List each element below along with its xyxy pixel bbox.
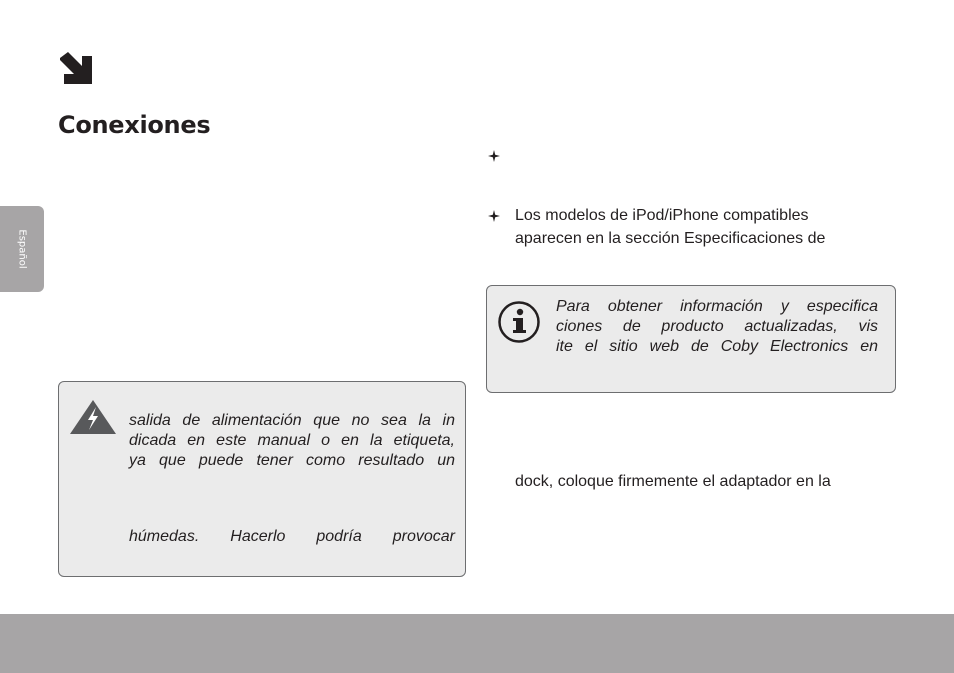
warning-text-line-3: ya que puede tener como resultado un xyxy=(129,452,455,469)
info-text-line-3: ite el sitio web de Coby Electronics en xyxy=(556,338,878,355)
page-title: Conexiones xyxy=(58,111,211,139)
info-text-line-1: Para obtener información y especifica xyxy=(556,298,878,315)
bullet-star-icon-1 xyxy=(488,150,500,162)
warning-text-line-2: dicada en este manual o en la etiqueta, xyxy=(129,432,455,449)
warning-text-line-1: salida de alimentación que no sea la in xyxy=(129,412,455,429)
dock-text-line: dock, coloque firmemente el adaptador en la xyxy=(515,473,831,490)
warning-lightning-icon xyxy=(69,399,117,435)
footer-bar xyxy=(0,614,954,673)
info-icon xyxy=(497,300,541,344)
language-tab xyxy=(0,206,44,292)
warning-text-line-4: húmedas. Hacerlo podría provocar xyxy=(129,528,455,545)
bullet2-line-2: aparecen en la sección Especificaciones de xyxy=(515,230,826,247)
southeast-arrow-icon xyxy=(58,50,98,90)
info-text-line-2: ciones de producto actualizadas, vis xyxy=(556,318,878,335)
language-tab-label: Español xyxy=(16,229,28,269)
bullet2-line-1: Los modelos de iPod/iPhone compatibles xyxy=(515,207,809,224)
bullet-star-icon-2 xyxy=(488,210,500,222)
